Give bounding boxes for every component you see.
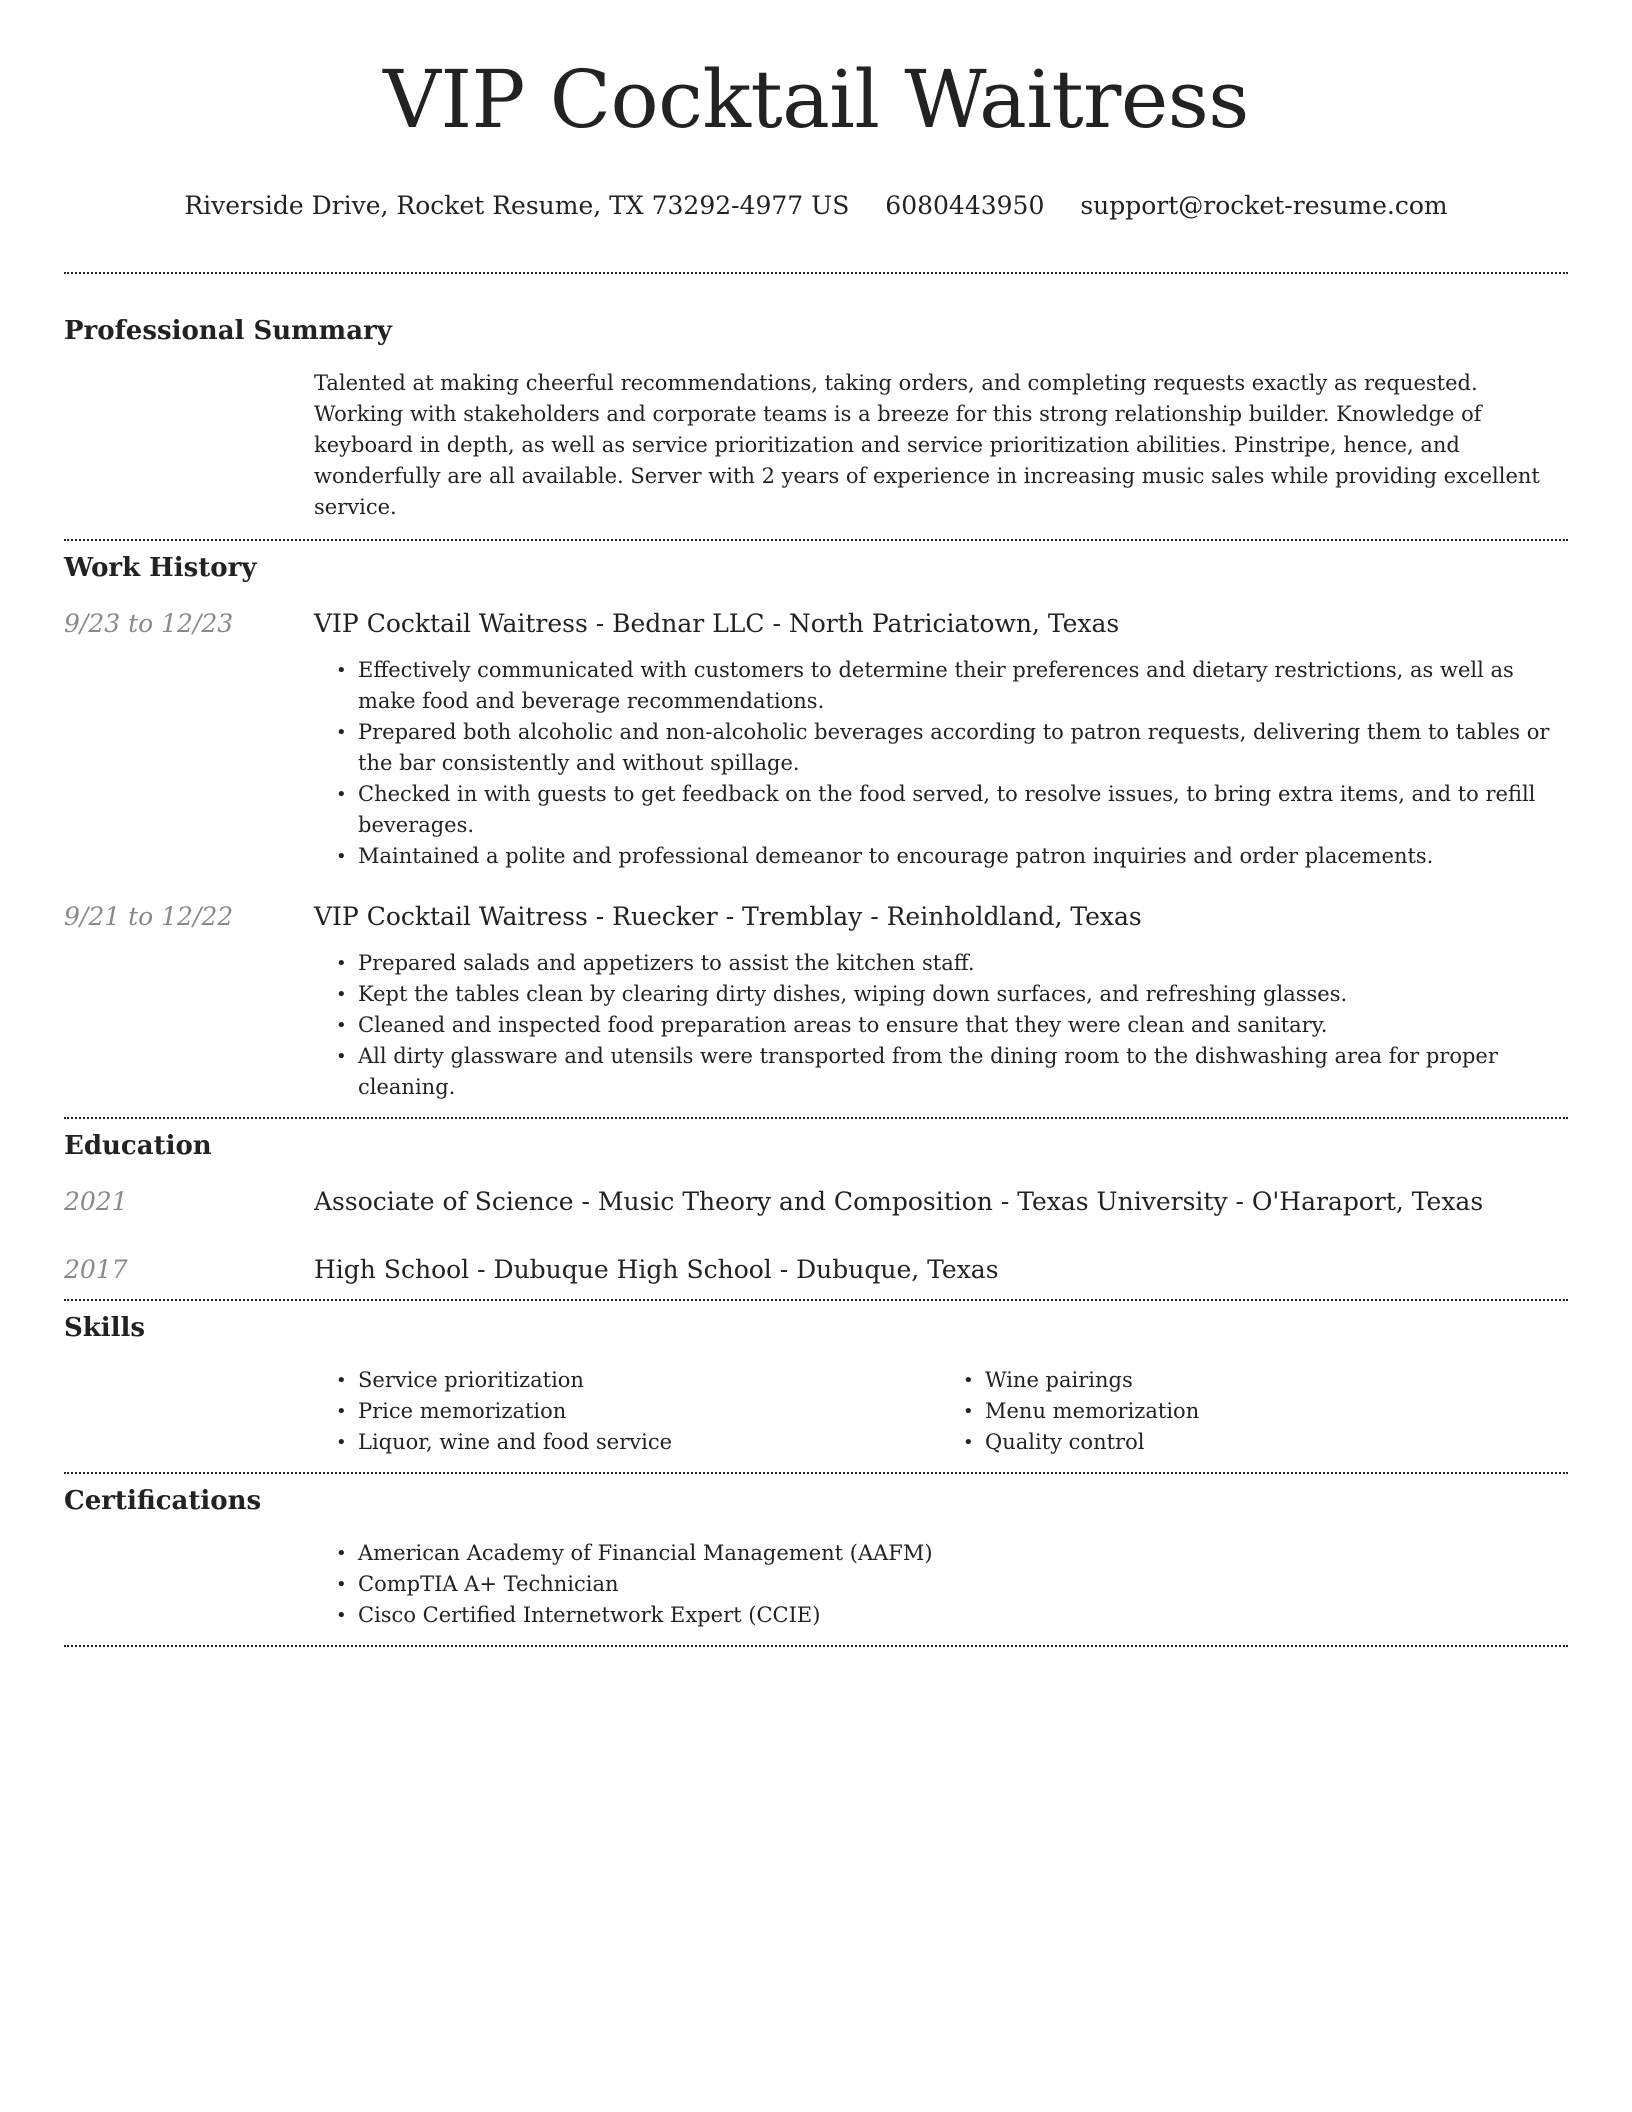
skills-list-right [963,1365,1568,1458]
list-item: • Kept the tables clean by clearing dirty dishes, wiping down surfaces, and refreshing glasses. [336,979,1568,1010]
list-item: • Effectively communicated with customers to determine their preferences and dietary restrictions, as well as make food and beverage recommendations. [336,655,1568,717]
section-title-skills: Skills [64,1313,146,1343]
education-school: - Texas University - O'Haraport, Texas [992,1187,1484,1216]
summary-text: Talented at making cheerful recommendations, taking orders, and completing requests exactly as requested. Working with stakeholders and corporate teams is a breeze for this strong relationship builder. Knowledge of keyboard in depth, as well as service prioritization and service prioritization abilities. Pinstripe, hence, and wonderfully are all available. Server with 2 years of experience in increasing music sales while providing excellent service. [314,371,1540,519]
job-heading: VIP Cocktail Waitress - Bednar LLC - North Patriciatown, Texas [314,609,1120,638]
contact-email: support@rocket-resume.com [1080,191,1448,220]
list-item: • American Academy of Financial Management (AAFM) [336,1538,1568,1569]
skills-list-left [336,1365,941,1458]
section-title-certifications: Certifications [64,1486,262,1516]
education-entry [64,1185,1568,1219]
contact-phone: 6080443950 [885,191,1045,220]
list-item: • Cisco Certified Internetwork Expert (CCIE) [336,1600,1568,1631]
section-title-work: Work History [64,553,257,583]
list-item: • All dirty glassware and utensils were transported from the dining room to the dishwashing area for proper cleaning. [336,1041,1568,1103]
job-entry [64,607,1568,872]
education-school: - Dubuque High School - Dubuque, Texas [469,1255,999,1284]
work-section [64,541,1568,1117]
education-year: 2021 [64,1187,128,1216]
job-bullets [336,948,1568,1103]
job-bullets [336,655,1568,872]
candidate-name: VIP Cocktail Waitress [383,53,1249,146]
job-dates: 9/23 to 12/23 [64,609,234,638]
education-degree: High School [314,1255,470,1284]
divider [64,1645,1568,1647]
list-item: • Cleaned and inspected food preparation areas to ensure that they were clean and sanitary. [336,1010,1568,1041]
list-item: • Prepared salads and appetizers to assist the kitchen staff. [336,948,1568,979]
list-item: • Price memorization [336,1396,941,1427]
list-item: • Wine pairings [963,1365,1568,1396]
section-title-education: Education [64,1131,212,1161]
job-entry [64,900,1568,1117]
skills-section [64,1301,1568,1472]
contact-line [64,190,1568,222]
list-item: • Maintained a polite and professional demeanor to encourage patron inquiries and order placements. [336,841,1568,872]
education-section [64,1119,1568,1299]
education-degree: Associate of Science - Music Theory and Composition [314,1187,993,1216]
list-item: • Checked in with guests to get feedback on the food served, to resolve issues, to bring extra items, and to refill beverages. [336,779,1568,841]
job-heading: VIP Cocktail Waitress - Ruecker - Tremblay - Reinholdland, Texas [314,902,1142,931]
education-year: 2017 [64,1255,128,1284]
list-item: • Menu memorization [963,1396,1568,1427]
education-entry [64,1253,1568,1299]
list-item: • Prepared both alcoholic and non-alcoholic beverages according to patron requests, delivering them to tables or the bar consistently and without spillage. [336,717,1568,779]
summary-section [64,274,1568,539]
list-item: • Liquor, wine and food service [336,1427,941,1458]
job-dates: 9/21 to 12/22 [64,902,234,931]
section-title-summary: Professional Summary [64,316,392,346]
list-item: • CompTIA A+ Technician [336,1569,1568,1600]
certifications-list [336,1538,1568,1631]
list-item: • Quality control [963,1427,1568,1458]
list-item: • Service prioritization [336,1365,941,1396]
contact-address: Riverside Drive, Rocket Resume, TX 73292-4977 US [184,191,850,220]
certifications-section [64,1474,1568,1645]
